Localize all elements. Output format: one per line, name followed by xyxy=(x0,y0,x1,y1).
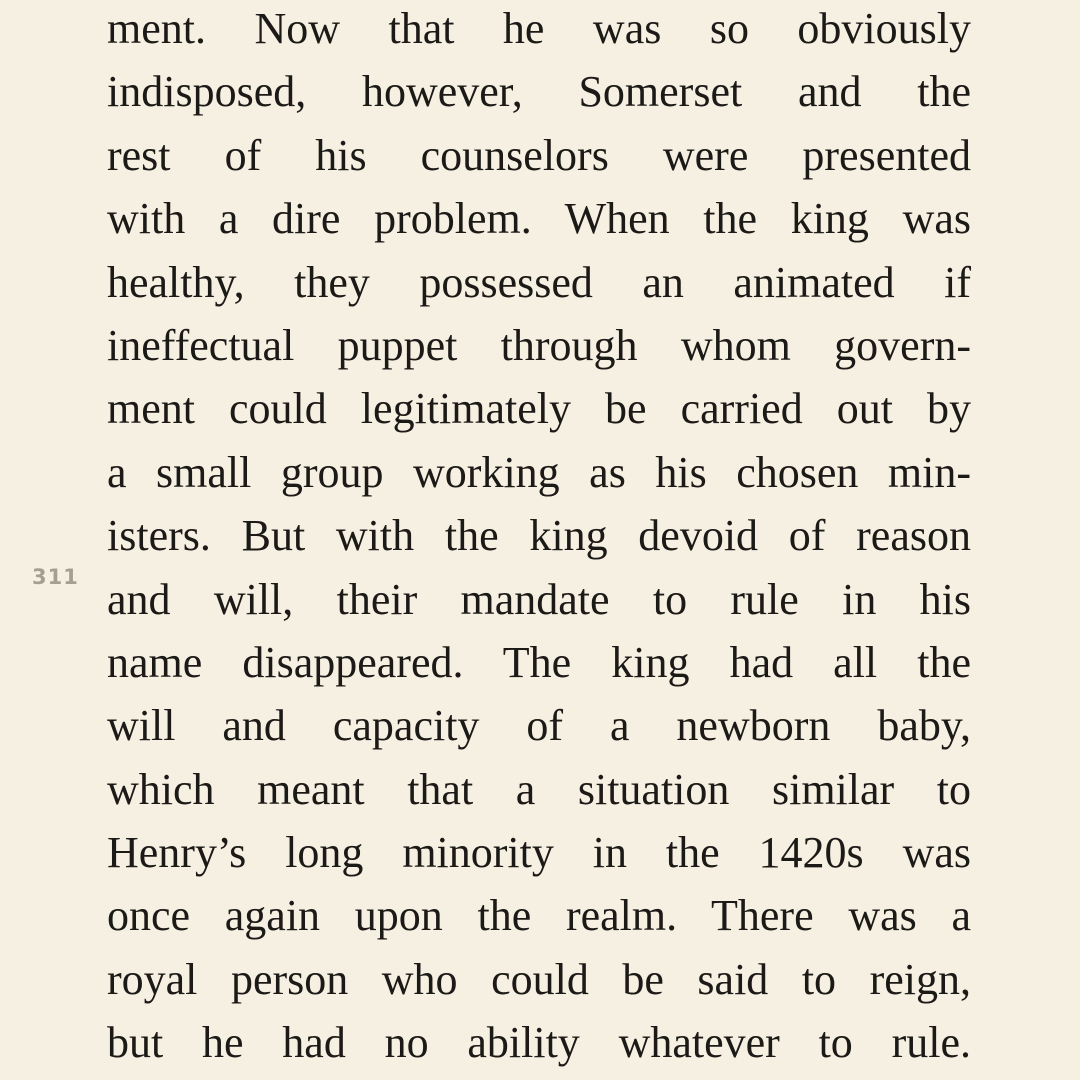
text-line: which meant that a situation similar to xyxy=(107,764,971,814)
text-line: healthy, they possessed an animated if xyxy=(107,257,971,307)
text-line: royal person who could be said to reign, xyxy=(107,954,971,1004)
text-line: and will, their mandate to rule in his xyxy=(107,574,971,624)
text-line: ment. Now that he was so obviously xyxy=(107,4,971,53)
body-text xyxy=(107,0,971,1075)
text-line: but he had no ability whatever to rule. xyxy=(107,1018,971,1068)
text-line: once again upon the realm. There was a xyxy=(107,891,971,941)
text-line: ineffectual puppet through whom govern- xyxy=(107,320,971,370)
text-line: isters. But with the king devoid of reason xyxy=(107,511,971,561)
text-line: Henry’s long minority in the 1420s was xyxy=(107,828,971,878)
text-line: with a dire problem. When the king was xyxy=(107,194,971,244)
text-line: will and capacity of a newborn baby, xyxy=(107,701,971,751)
text-line: ment could legitimately be carried out by xyxy=(107,384,971,434)
text-line: rest of his counselors were presented xyxy=(107,130,971,180)
text-line: indisposed, however, Somerset and the xyxy=(107,67,971,117)
page-number: 311 xyxy=(32,565,79,589)
text-line: name disappeared. The king had all the xyxy=(107,637,971,687)
text-line: a small group working as his chosen min- xyxy=(107,447,971,497)
